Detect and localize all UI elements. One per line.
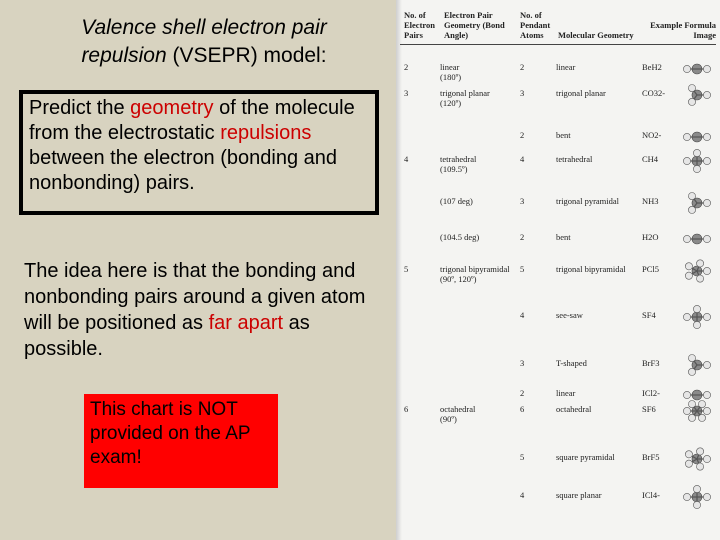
molecule-model-icon bbox=[682, 304, 712, 330]
row-bond-angle: (120º) bbox=[440, 98, 462, 108]
molecule-model-icon bbox=[682, 56, 712, 82]
row-molecular-geometry: square pyramidal bbox=[556, 452, 615, 462]
header-divider bbox=[400, 44, 716, 45]
row-molecular-geometry: linear bbox=[556, 388, 576, 398]
row-molecular-geometry: trigonal bipyramidal bbox=[556, 264, 626, 274]
row-formula: ICl4- bbox=[642, 490, 660, 500]
row-molecular-geometry: see-saw bbox=[556, 310, 583, 320]
row-pendant-atoms: 4 bbox=[520, 490, 525, 500]
row-pendant-atoms: 2 bbox=[520, 130, 525, 140]
row-formula: BeH2 bbox=[642, 62, 662, 72]
row-molecular-geometry: bent bbox=[556, 232, 571, 242]
row-pendant-atoms: 5 bbox=[520, 264, 525, 274]
molecule-model-icon bbox=[682, 226, 712, 252]
row-bond-angle: (90º) bbox=[440, 414, 457, 424]
box-text-1: Predict the bbox=[29, 97, 131, 119]
row-molecular-geometry: T-shaped bbox=[556, 358, 587, 368]
title-line-2 bbox=[14, 42, 394, 70]
vsepr-table-image bbox=[396, 0, 720, 540]
molecule-model-icon bbox=[682, 258, 712, 284]
title-rest: (VSEPR) model: bbox=[166, 44, 327, 67]
molecule-model-icon bbox=[682, 398, 712, 424]
molecule-model-icon bbox=[682, 82, 712, 108]
slide-title bbox=[14, 14, 394, 70]
row-pendant-atoms: 2 bbox=[520, 388, 525, 398]
row-formula: PCl5 bbox=[642, 264, 660, 274]
row-pendant-atoms: 2 bbox=[520, 232, 525, 242]
box-text-5: between the electron (bonding and nonbonding) pairs. bbox=[29, 147, 338, 194]
row-molecular-geometry: trigonal pyramidal bbox=[556, 196, 620, 206]
exam-notice: This chart is NOT provided on the AP exam! bbox=[84, 394, 278, 488]
title-line-1: Valence shell electron pair bbox=[81, 16, 327, 39]
header-electron-pairs: No. of Electron Pairs bbox=[404, 10, 436, 40]
row-formula: ICl2- bbox=[642, 388, 660, 398]
row-electron-pairs: 4 bbox=[404, 154, 409, 164]
para-text-3: as possible. bbox=[24, 312, 310, 360]
box-repulsions: repulsions bbox=[220, 122, 312, 144]
row-formula: NO2- bbox=[642, 130, 662, 140]
row-molecular-geometry: square planar bbox=[556, 490, 602, 500]
row-formula: H2O bbox=[642, 232, 659, 242]
row-formula: CH4 bbox=[642, 154, 659, 164]
row-formula: CO32- bbox=[642, 88, 666, 98]
molecule-model-icon bbox=[682, 190, 712, 216]
row-pendant-atoms: 4 bbox=[520, 154, 525, 164]
molecule-model-icon bbox=[682, 352, 712, 378]
molecule-model-icon bbox=[682, 484, 712, 510]
row-molecular-geometry: octahedral bbox=[556, 404, 592, 414]
row-pair-geometry: linear bbox=[440, 62, 460, 72]
molecule-model-icon bbox=[682, 446, 712, 472]
row-pair-geometry: trigonal planar bbox=[440, 88, 490, 98]
row-pendant-atoms: 3 bbox=[520, 358, 525, 368]
row-formula: BrF3 bbox=[642, 358, 660, 368]
row-bond-angle: (90º, 120º) bbox=[440, 274, 477, 284]
scan-shadow bbox=[396, 0, 402, 540]
row-bond-angle: (180º) bbox=[440, 72, 462, 82]
definition-box bbox=[19, 90, 379, 215]
row-pendant-atoms: 6 bbox=[520, 404, 525, 414]
row-pair-geometry: (104.5 deg) bbox=[440, 232, 480, 242]
row-electron-pairs: 3 bbox=[404, 88, 409, 98]
row-pendant-atoms: 3 bbox=[520, 196, 525, 206]
header-pendant-atoms: No. of Pendant Atoms bbox=[520, 10, 551, 40]
molecule-model-icon bbox=[682, 148, 712, 174]
row-pendant-atoms: 4 bbox=[520, 310, 525, 320]
header-molecular-geometry: Molecular Geometry bbox=[558, 30, 634, 40]
row-pendant-atoms: 2 bbox=[520, 62, 525, 72]
row-molecular-geometry: linear bbox=[556, 62, 576, 72]
row-molecular-geometry: bent bbox=[556, 130, 571, 140]
row-pair-geometry: (107 deg) bbox=[440, 196, 473, 206]
row-formula: SF4 bbox=[642, 310, 656, 320]
row-electron-pairs: 2 bbox=[404, 62, 409, 72]
para-text-1: The idea here is that the bonding and nonbonding pairs around a given atom will be positioned as bbox=[24, 260, 366, 334]
header-example: Example Formula Image bbox=[650, 20, 716, 40]
row-electron-pairs: 6 bbox=[404, 404, 409, 414]
para-far-apart: far apart bbox=[208, 312, 284, 334]
row-pair-geometry: tetrahedral bbox=[440, 154, 477, 164]
row-formula: BrF5 bbox=[642, 452, 660, 462]
row-formula: NH3 bbox=[642, 196, 659, 206]
row-pendant-atoms: 3 bbox=[520, 88, 525, 98]
box-geometry: geometry bbox=[130, 97, 214, 119]
explanation-paragraph bbox=[24, 258, 384, 362]
box-text-3: of the molecule from the electrostatic bbox=[29, 97, 355, 144]
title-repulsion: repulsion bbox=[81, 44, 167, 67]
row-formula: SF6 bbox=[642, 404, 656, 414]
row-bond-angle: (109.5º) bbox=[440, 164, 468, 174]
row-electron-pairs: 5 bbox=[404, 264, 409, 274]
row-pair-geometry: octahedral bbox=[440, 404, 476, 414]
row-molecular-geometry: trigonal planar bbox=[556, 88, 606, 98]
header-pair-geometry: Electron Pair Geometry (Bond Angle) bbox=[444, 10, 505, 40]
row-pendant-atoms: 5 bbox=[520, 452, 525, 462]
row-pair-geometry: trigonal bipyramidal bbox=[440, 264, 510, 274]
row-molecular-geometry: tetrahedral bbox=[556, 154, 593, 164]
molecule-model-icon bbox=[682, 124, 712, 150]
